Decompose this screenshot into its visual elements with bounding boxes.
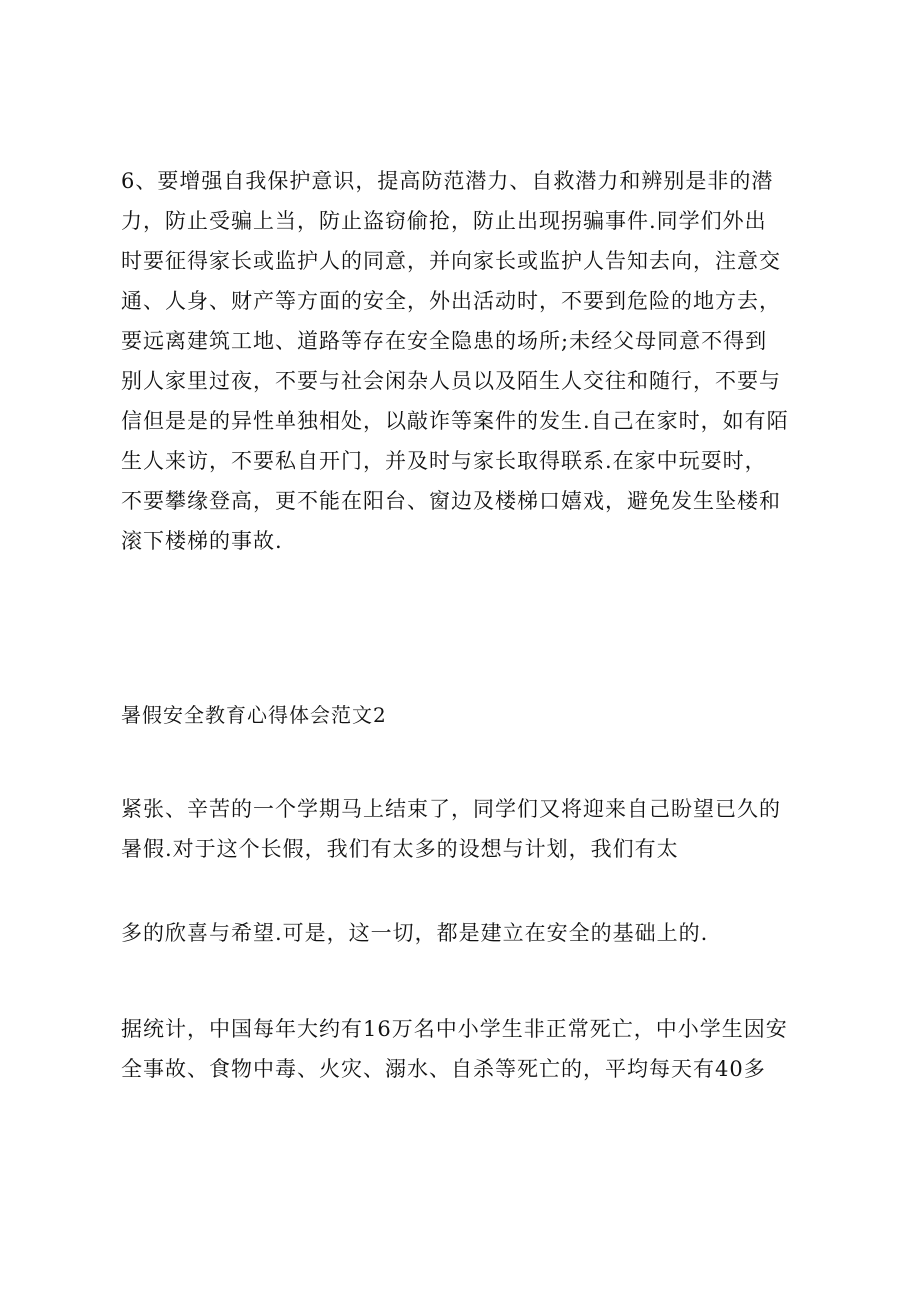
paragraph-safety-awareness bbox=[121, 161, 821, 561]
paragraph-line: 不要攀缘登高，更不能在阳台、窗边及楼梯口嬉戏，避免发生坠楼和 bbox=[121, 489, 781, 513]
paragraph-line: 多的欣喜与希望.可是，这一切，都是建立在安全的基础上的. bbox=[121, 921, 709, 945]
paragraph-statistics bbox=[121, 1009, 821, 1089]
paragraph-line: 6、要增强自我保护意识，提高防范潜力、自救潜力和辨别是非的潜 bbox=[121, 169, 774, 193]
paragraph-line: 通、人身、财产等方面的安全，外出活动时，不要到危险的地方去， bbox=[121, 289, 781, 313]
paragraph-intro bbox=[121, 789, 821, 869]
paragraph-line: 据统计，中国每年大约有16万名中小学生非正常死亡，中小学生因安 bbox=[121, 1017, 788, 1041]
paragraph-line: 别人家里过夜，不要与社会闲杂人员以及陌生人交往和随行，不要与 bbox=[121, 369, 781, 393]
paragraph-line: 生人来访，不要私自开门，并及时与家长取得联系.在家中玩耍时， bbox=[121, 449, 767, 473]
section-heading bbox=[121, 695, 821, 735]
paragraph-line: 力，防止受骗上当，防止盗窃偷抢，防止出现拐骗事件.同学们外出 bbox=[121, 209, 767, 233]
paragraph-hope bbox=[121, 913, 821, 953]
paragraph-line: 紧张、辛苦的一个学期马上结束了，同学们又将迎来自己盼望已久的 bbox=[121, 797, 781, 821]
paragraph-line: 全事故、食物中毒、火灾、溺水、自杀等死亡的，平均每天有40多 bbox=[121, 1057, 766, 1081]
paragraph-line: 暑假.对于这个长假，我们有太多的设想与计划，我们有太 bbox=[121, 837, 679, 861]
paragraph-line: 要远离建筑工地、道路等存在安全隐患的场所;未经父母同意不得到 bbox=[121, 329, 768, 353]
paragraph-line: 信但是是的异性单独相处，以敲诈等案件的发生.自己在家时，如有陌 bbox=[121, 409, 789, 433]
paragraph-line: 滚下楼梯的事故. bbox=[121, 529, 283, 553]
section-heading-text: 暑假安全教育心得体会范文2 bbox=[121, 703, 387, 727]
paragraph-line: 时要征得家长或监护人的同意，并向家长或监护人告知去向，注意交 bbox=[121, 249, 781, 273]
